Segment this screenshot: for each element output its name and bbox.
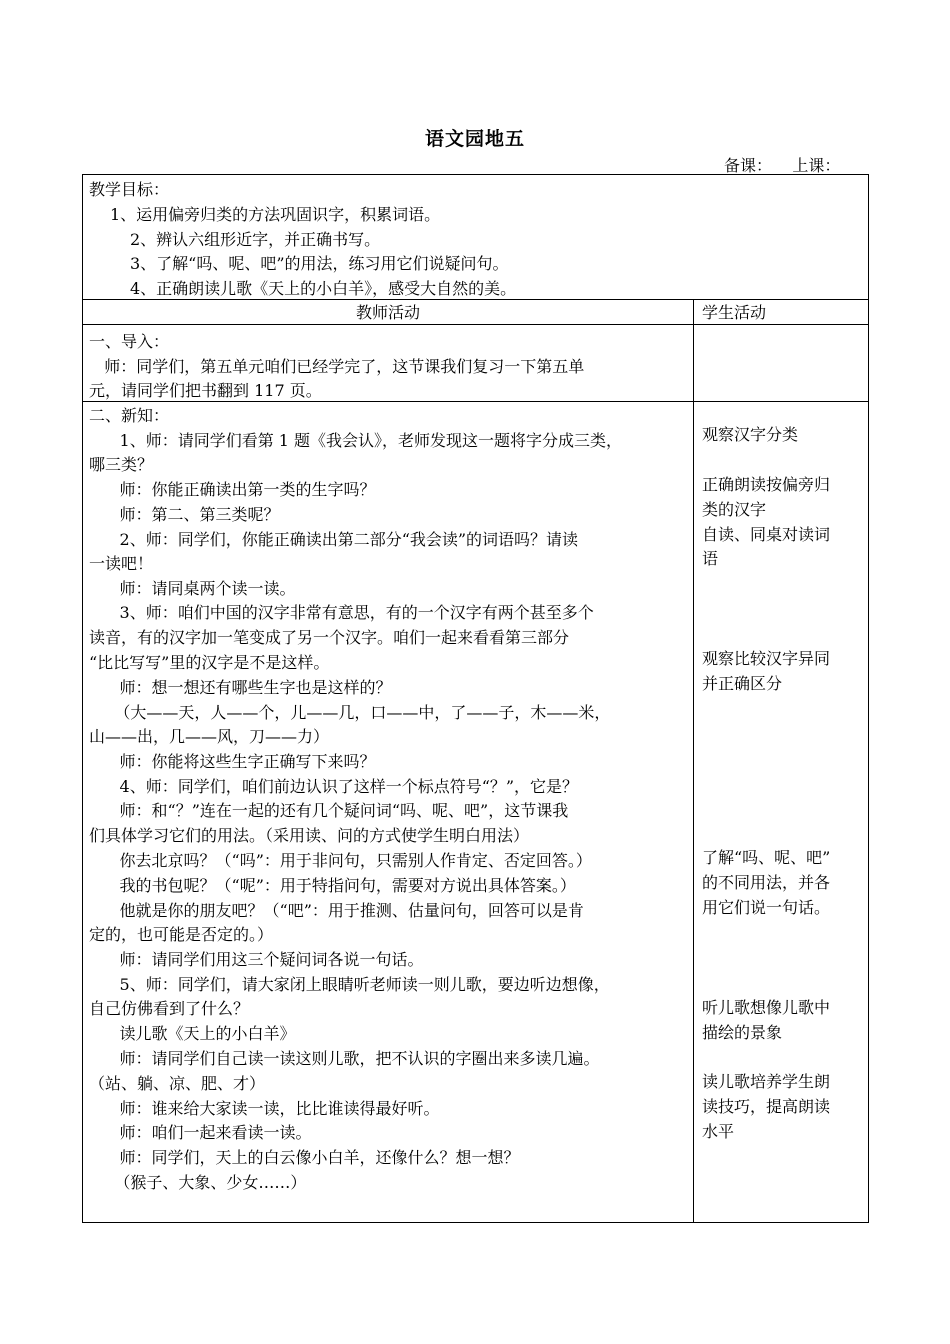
main-line: 4、师：同学们，咱们前边认识了这样一个标点符号“？”，它是？ <box>89 777 579 796</box>
main-line: 师：你能正确读出第一类的生字吗？ <box>89 480 376 499</box>
intro-line: 师：同学们，第五单元咱们已经学完了，这节课我们复习一下第五单 <box>89 357 585 376</box>
main-line: （猴子、大象、少女……） <box>89 1173 307 1192</box>
main-line: 师：谁来给大家读一读，比比谁读得最好听。 <box>89 1099 440 1118</box>
main-line: 师：第二、第三类呢？ <box>89 505 280 524</box>
main-line: 师：同学们，天上的白云像小白羊，还像什么？想一想？ <box>89 1148 520 1167</box>
main-line: 一读吧！ <box>89 554 154 573</box>
page-title: 语文园地五 <box>424 128 525 150</box>
main-line: 他就是你的朋友吧？（“吧”：用于推测、估量问句，回答可以是肯 <box>89 901 584 920</box>
student-note: 观察汉字分类 <box>702 425 799 444</box>
main-line: 师：请同学们自己读一读这则儿歌，把不认识的字圈出来多读几遍。 <box>89 1049 600 1068</box>
objective-item: 1、运用偏旁归类的方法巩固识字，积累词语。 <box>110 205 441 224</box>
main-line: 们具体学习它们的用法。（采用读、问的方式使学生明白用法） <box>89 826 530 845</box>
student-note: 用它们说一句话。 <box>702 898 831 917</box>
student-note: 听儿歌想像儿歌中 <box>702 998 831 1017</box>
main-line: 你去北京吗？（“吗”：用于非问句，只需别人作肯定、否定回答。） <box>89 851 592 870</box>
student-note: 类的汉字 <box>702 500 767 519</box>
prep-info: 备课： 上课： <box>724 156 841 175</box>
main-line: 师：和“？”连在一起的还有几个疑问词“吗、呢、吧”，这节课我 <box>89 801 569 820</box>
objective-item: 2、辨认六组形近字，并正确书写。 <box>130 230 381 249</box>
main-line: 读音，有的汉字加一笔变成了另一个汉字。咱们一起来看看第三部分 <box>89 628 570 647</box>
main-line: 5、师：同学们，请大家闭上眼睛听老师读一则儿歌，要边听边想像， <box>89 975 610 994</box>
main-line: “比比写写”里的汉字是不是这样。 <box>89 653 330 672</box>
main-line: 自己仿佛看到了什么？ <box>89 999 250 1018</box>
intro-line: 元，请同学们把书翻到 117 页。 <box>89 381 322 400</box>
main-line: 1、师：请同学们看第 1 题《我会认》，老师发现这一题将字分成三类， <box>89 431 623 450</box>
student-note: 水平 <box>702 1122 735 1141</box>
student-note: 描绘的景象 <box>702 1023 783 1042</box>
intro-line: 一、导入： <box>89 332 170 351</box>
student-note: 自读、同桌对读词 <box>702 525 831 544</box>
student-note: 了解“吗、呢、吧” <box>702 848 831 867</box>
objectives-heading: 教学目标： <box>89 180 170 199</box>
main-line: 师：你能将这些生字正确写下来吗？ <box>89 752 376 771</box>
objective-item: 3、了解“吗、呢、吧”的用法，练习用它们说疑问句。 <box>130 254 509 273</box>
student-column-header: 学生活动 <box>702 303 767 322</box>
main-line: 哪三类？ <box>89 455 154 474</box>
main-line: （站、躺、凉、肥、才） <box>89 1074 266 1093</box>
column-divider <box>693 299 694 1223</box>
main-line: 师：请同桌两个读一读。 <box>89 579 296 598</box>
main-line: 我的书包呢？（“呢”：用于特指问句，需要对方说出具体答案。） <box>89 876 576 895</box>
main-line: 二、新知： <box>89 406 170 425</box>
student-note: 正确朗读按偏旁归 <box>702 475 831 494</box>
main-line: （大——天，人——个，儿——几，口——中，了——子，木——米， <box>89 703 611 722</box>
student-note: 的不同用法，并各 <box>702 873 831 892</box>
student-note: 读儿歌培养学生朗 <box>702 1072 831 1091</box>
main-line: 定的，也可能是否定的。） <box>89 925 274 944</box>
main-line: 2、师：同学们，你能正确读出第二部分“我会读”的词语吗？请读 <box>89 530 579 549</box>
main-line: 师：请同学们用这三个疑问词各说一句话。 <box>89 950 424 969</box>
main-line: 读儿歌《天上的小白羊》 <box>89 1024 296 1043</box>
student-note: 观察比较汉字异同 <box>702 649 831 668</box>
student-note: 语 <box>702 549 719 568</box>
main-line: 3、师：咱们中国的汉字非常有意思，有的一个汉字有两个甚至多个 <box>89 603 594 622</box>
objective-item: 4、正确朗读儿歌《天上的小白羊》，感受大自然的美。 <box>130 279 517 298</box>
student-note: 并正确区分 <box>702 674 783 693</box>
main-line: 师：咱们一起来看读一读。 <box>89 1123 312 1142</box>
teacher-column-header: 教师活动 <box>355 303 420 322</box>
student-note: 读技巧，提高朗读 <box>702 1097 831 1116</box>
main-line: 师：想一想还有哪些生字也是这样的？ <box>89 678 392 697</box>
main-line: 山——出，几——风，刀——力） <box>89 727 330 746</box>
